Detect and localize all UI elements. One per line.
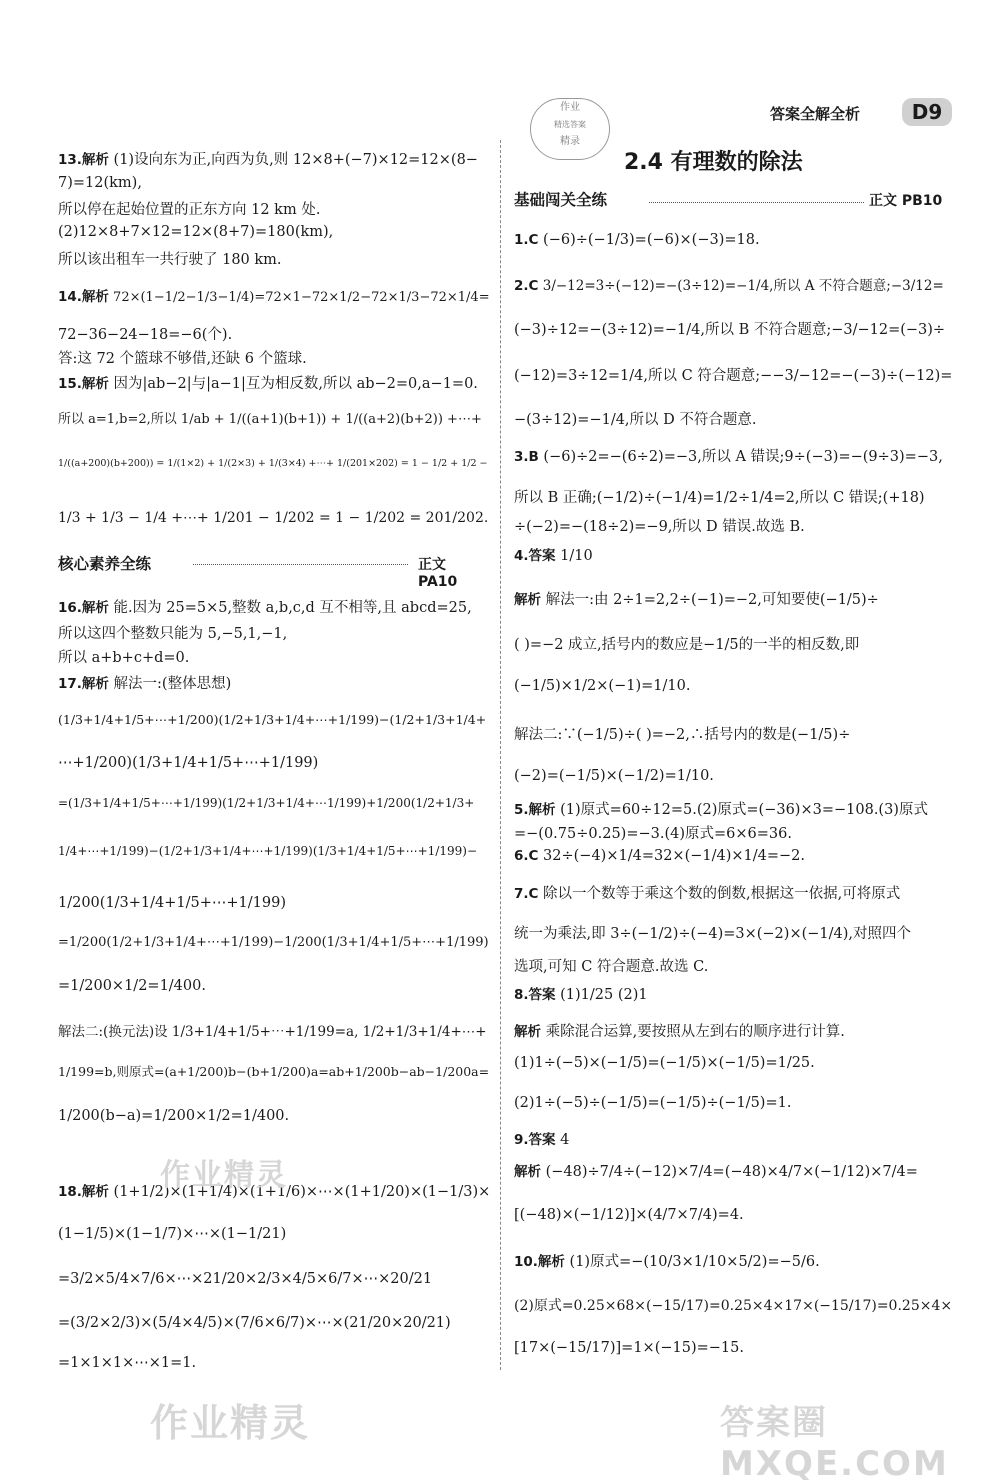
item-text: ( )=−2 成立,括号内的数应是−1/5的一半的相反数,即	[514, 637, 860, 653]
section-title-core: 核心素养全练	[58, 555, 152, 573]
watermark: 作业精灵	[160, 1158, 288, 1193]
item-text: (2)原式=0.25×68×(−15/17)=0.25×4×17×(−15/17)=0.25×4×	[514, 1298, 953, 1314]
item-text: 1/3 + 1/3 − 1/4 +⋯+ 1/201 − 1/202 = 1 − 1/202 = 201/202.	[58, 510, 489, 526]
item-label: 9.答案	[514, 1132, 556, 1148]
item-text: 能.因为 25=5×5,整数 a,b,c,d 互不相等,且 abcd=25,	[108, 600, 472, 616]
item-text: [(−48)×(−1/12)]×(4/7×7/4)=4.	[514, 1207, 744, 1223]
text-line	[514, 678, 690, 694]
item-label: 18.解析	[58, 1184, 109, 1200]
text-line	[58, 408, 482, 427]
text-line	[58, 458, 487, 469]
item-label: 13.解析	[58, 152, 109, 168]
item-label: 6.C	[514, 848, 539, 864]
text-line	[514, 922, 911, 943]
item-text: (−48)÷7/4÷(−12)×7/4=(−48)×4/7×(−1/12)×7/4=	[541, 1164, 918, 1180]
item-label: 7.C	[514, 886, 539, 902]
watermark: 作业精灵	[150, 1401, 311, 1445]
item-text: (−1/5)×1/2×(−1)=1/10.	[514, 678, 691, 694]
section-dots	[649, 202, 864, 203]
item-text: 所以 a=1,b=2,所以 1/ab + 1/((a+1)(b+1)) + 1/((a+2)(b+2)) +⋯+	[58, 412, 482, 427]
item-text: 选项,可知 C 符合题意.故选 C.	[514, 959, 709, 975]
item-text: (−6)÷2=−(6÷2)=−3,所以 A 错误;9÷(−3)=−(9÷3)=−3,	[538, 449, 943, 465]
text-line	[514, 1207, 744, 1223]
text-line	[58, 224, 333, 240]
item-text: 1/4+⋯+1/199)−(1/2+1/3+1/4+⋯+1/199)(1/3+1/4+1/5+⋯+1/199)−	[58, 844, 477, 858]
item-text: 72−36−24−18=−6(个).	[58, 327, 233, 343]
chapter-title: 2.4 有理数的除法	[624, 150, 803, 175]
item-text: (2)1÷(−5)÷(−1/5)=(−1/5)÷(−1/5)=1.	[514, 1095, 792, 1111]
item-label: 14.解析	[58, 289, 109, 305]
item-text: 1/200(1/3+1/4+1/5+⋯+1/199)	[58, 895, 286, 911]
text-line	[58, 646, 189, 667]
text-line	[514, 1340, 744, 1356]
item-text: 32÷(−4)×1/4=32×(−1/4)×1/4=−2.	[538, 848, 805, 864]
text-line	[58, 1108, 289, 1124]
item-label: 1.C	[514, 232, 539, 248]
item-text: =−(0.75÷0.25)=−3.(4)原式=6×6=36.	[514, 826, 792, 842]
item-text: (−3)÷12=−(3÷12)=−1/4,所以 B 不符合题意;−3/−12=(−3)÷	[514, 322, 946, 338]
item-text: (−12)=3÷12=1/4,所以 C 符合题意;−−3/−12=−(−3)÷(−12)=	[514, 368, 953, 384]
item-label: 10.解析	[514, 1254, 565, 1270]
text-line	[514, 723, 850, 744]
text-line	[58, 796, 474, 810]
item-text: ÷(−2)=−(18÷2)=−9,所以 D 错误.故选 B.	[514, 519, 805, 535]
item-text: 1/((a+200)(b+200)) = 1/(1×2) + 1/(2×3) + 1/(3×4) +⋯+ 1/(201×202) = 1 − 1/2 + 1/2 −	[58, 458, 488, 469]
stamp-line: 精录	[560, 136, 580, 147]
item-text: 乘除混合运算,要按照从左到右的顺序进行计算.	[541, 1024, 845, 1040]
item-label: 2.C	[514, 278, 539, 294]
text-line	[58, 895, 286, 911]
item-text: 所以停在起始位置的正东方向 12 km 处.	[58, 202, 321, 218]
text-line	[514, 408, 757, 429]
text-line	[58, 672, 231, 693]
section-ref-basic: 正文 PB10	[869, 193, 943, 209]
text-line	[514, 486, 925, 507]
item-text: (1/3+1/4+1/5+⋯+1/200)(1/2+1/3+1/4+⋯+1/199)−(1/2+1/3+1/4+	[58, 712, 487, 727]
text-line	[58, 323, 232, 344]
text-line	[514, 1250, 820, 1271]
item-text: 所以这四个整数只能为 5,−5,1,−1,	[58, 626, 288, 642]
item-label: 3.B	[514, 449, 539, 465]
item-text: 所以 B 正确;(−1/2)÷(−1/4)=1/2÷1/4=2,所以 C 错误;(+18)	[514, 490, 925, 506]
item-label: 17.解析	[58, 676, 109, 692]
text-line	[58, 347, 307, 368]
item-label: 16.解析	[58, 600, 109, 616]
item-text: (1)1÷(−5)×(−1/5)=(−1/5)×(−1/5)=1/25.	[514, 1055, 815, 1071]
item-text: 72×(1−1/2−1/3−1/4)=72×1−72×1/2−72×1/3−72×1/4=	[108, 290, 490, 305]
item-label: 5.解析	[514, 802, 556, 818]
section-title-basic: 基础闯关全练	[514, 191, 608, 209]
text-line	[58, 755, 318, 771]
item-text: ⋯+1/200)(1/3+1/4+1/5+⋯+1/199)	[58, 755, 319, 771]
item-text: (2)12×8+7×12=12×(8+7)=180(km),	[58, 224, 334, 240]
text-line	[58, 622, 287, 643]
item-text: 统一为乘法,即 3÷(−1/2)÷(−4)=3×(−2)×(−1/4),对照四个	[514, 926, 912, 942]
stamp-line: 作业	[560, 102, 580, 113]
item-text: 1/200(b−a)=1/200×1/2=1/400.	[58, 1108, 290, 1124]
item-text: =1/200×1/2=1/400.	[58, 978, 206, 994]
text-line	[514, 1055, 815, 1071]
text-line	[58, 1355, 196, 1371]
text-line	[514, 848, 805, 864]
item-text: =(1/3+1/4+1/5+⋯+1/199)(1/2+1/3+1/4+⋯1/199)+1/200(1/2+1/3+	[58, 796, 475, 810]
text-line	[514, 882, 900, 903]
item-label: 15.解析	[58, 376, 109, 392]
item-text: 除以一个数等于乘这个数的倒数,根据这一依据,可将原式	[538, 886, 901, 902]
item-text: (−6)÷(−1/3)=(−6)×(−3)=18.	[538, 232, 760, 248]
text-line	[58, 510, 488, 526]
stamp-logo	[530, 98, 610, 160]
item-text: −(3÷12)=−1/4,所以 D 不符合题意.	[514, 412, 757, 428]
item-text: 解法一:由 2÷1=2,2÷(−1)=−2,可知要使(−1/5)÷	[541, 592, 879, 608]
header-title: 答案全解全析	[770, 105, 861, 123]
text-line	[58, 248, 282, 269]
item-label: 解析	[514, 1024, 541, 1040]
page-number-badge: D9	[902, 98, 952, 126]
text-line	[514, 955, 708, 976]
item-text: (1+1/2)×(1+1/4)×(1+1/6)×⋯×(1+1/20)×(1−1/3)×	[108, 1184, 491, 1200]
watermark: 答案圈 MXQE.COM	[720, 1403, 949, 1484]
text-line	[514, 364, 952, 385]
text-line	[58, 285, 490, 305]
column-divider	[500, 140, 501, 1370]
text-line	[514, 633, 859, 654]
page-header	[0, 0, 1000, 147]
text-line	[514, 1160, 918, 1180]
item-text: 3/−12=3÷(−12)=−(3÷12)=−1/4,所以 A 不符合题意;−3/12=	[538, 278, 944, 294]
text-line	[58, 1226, 286, 1242]
item-label: 8.答案	[514, 987, 556, 1003]
item-text: 解法二:∵(−1/5)÷( )=−2,∴括号内的数是(−1/5)÷	[514, 727, 851, 743]
item-label: 4.答案	[514, 548, 556, 564]
item-text: 7)=12(km),	[58, 175, 142, 191]
item-text: (1)原式=−(10/3×1/10×5/2)=−5/6.	[564, 1254, 820, 1270]
text-line	[58, 148, 478, 169]
text-line	[514, 768, 714, 784]
item-text: 所以 a+b+c+d=0.	[58, 650, 190, 666]
item-text: (1)1/25 (2)1	[555, 987, 648, 1003]
text-line	[514, 232, 760, 248]
section-dots	[193, 564, 408, 565]
item-text: 因为|ab−2|与|a−1|互为相反数,所以 ab−2=0,a−1=0.	[108, 376, 478, 392]
text-line	[58, 1062, 489, 1080]
text-line	[58, 1315, 451, 1331]
text-line	[58, 175, 142, 191]
item-label: 解析	[514, 1164, 541, 1180]
text-line	[514, 445, 943, 466]
item-text: =1/200(1/2+1/3+1/4+⋯+1/199)−1/200(1/3+1/4+1/5+⋯+1/199)	[58, 935, 489, 950]
item-text: (1)原式=60÷12=5.(2)原式=(−36)×3=−108.(3)原式	[555, 802, 928, 818]
text-line	[58, 372, 478, 393]
text-line	[58, 712, 486, 727]
text-line	[514, 798, 928, 819]
text-line	[514, 274, 944, 294]
text-line	[514, 1295, 952, 1315]
item-text: =3/2×5/4×7/6×⋯×21/20×2/3×4/5×6/7×⋯×20/21	[58, 1271, 433, 1287]
item-text: 解法二:(换元法)设 1/3+1/4+1/5+⋯+1/199=a, 1/2+1/3+1/4+⋯+	[58, 1024, 487, 1040]
text-line	[514, 1020, 845, 1041]
item-text: (−2)=(−1/5)×(−1/2)=1/10.	[514, 768, 714, 784]
text-line	[514, 983, 648, 1003]
text-line	[58, 198, 320, 219]
item-text: =(3/2×2/3)×(5/4×4/5)×(7/6×6/7)×⋯×(21/20×20/21)	[58, 1315, 451, 1331]
text-line	[58, 978, 206, 994]
item-text: 答:这 72 个篮球不够借,还缺 6 个篮球.	[58, 351, 307, 367]
text-line	[514, 588, 879, 609]
text-line	[58, 596, 472, 617]
item-text: 1/10	[555, 548, 593, 564]
item-text: 1/199=b,则原式=(a+1/200)b−(b+1/200)a=ab+1/200b−ab−1/200a=	[58, 1064, 490, 1079]
stamp-line: 精选答案	[554, 120, 586, 129]
item-text: 所以该出租车一共行驶了 180 km.	[58, 252, 282, 268]
item-text: 解法一:(整体思想)	[108, 676, 232, 692]
item-text: (1−1/5)×(1−1/7)×⋯×(1−1/21)	[58, 1226, 287, 1242]
item-text: (1)设向东为正,向西为负,则 12×8+(−7)×12=12×(8−	[108, 152, 478, 168]
text-line	[58, 935, 489, 950]
text-line	[514, 1128, 569, 1148]
text-line	[514, 1095, 791, 1111]
item-text: [17×(−15/17)]=1×(−15)=−15.	[514, 1340, 744, 1356]
item-label: 解析	[514, 592, 541, 608]
text-line	[58, 844, 477, 858]
text-line	[58, 1020, 487, 1040]
text-line	[58, 1271, 432, 1287]
item-text: 4	[555, 1132, 570, 1148]
text-line	[514, 544, 593, 564]
item-text: =1×1×1×⋯×1=1.	[58, 1355, 197, 1371]
section-ref-core: 正文 PA10	[418, 557, 458, 590]
text-line	[514, 318, 945, 339]
text-line	[514, 822, 792, 843]
text-line	[514, 515, 805, 536]
